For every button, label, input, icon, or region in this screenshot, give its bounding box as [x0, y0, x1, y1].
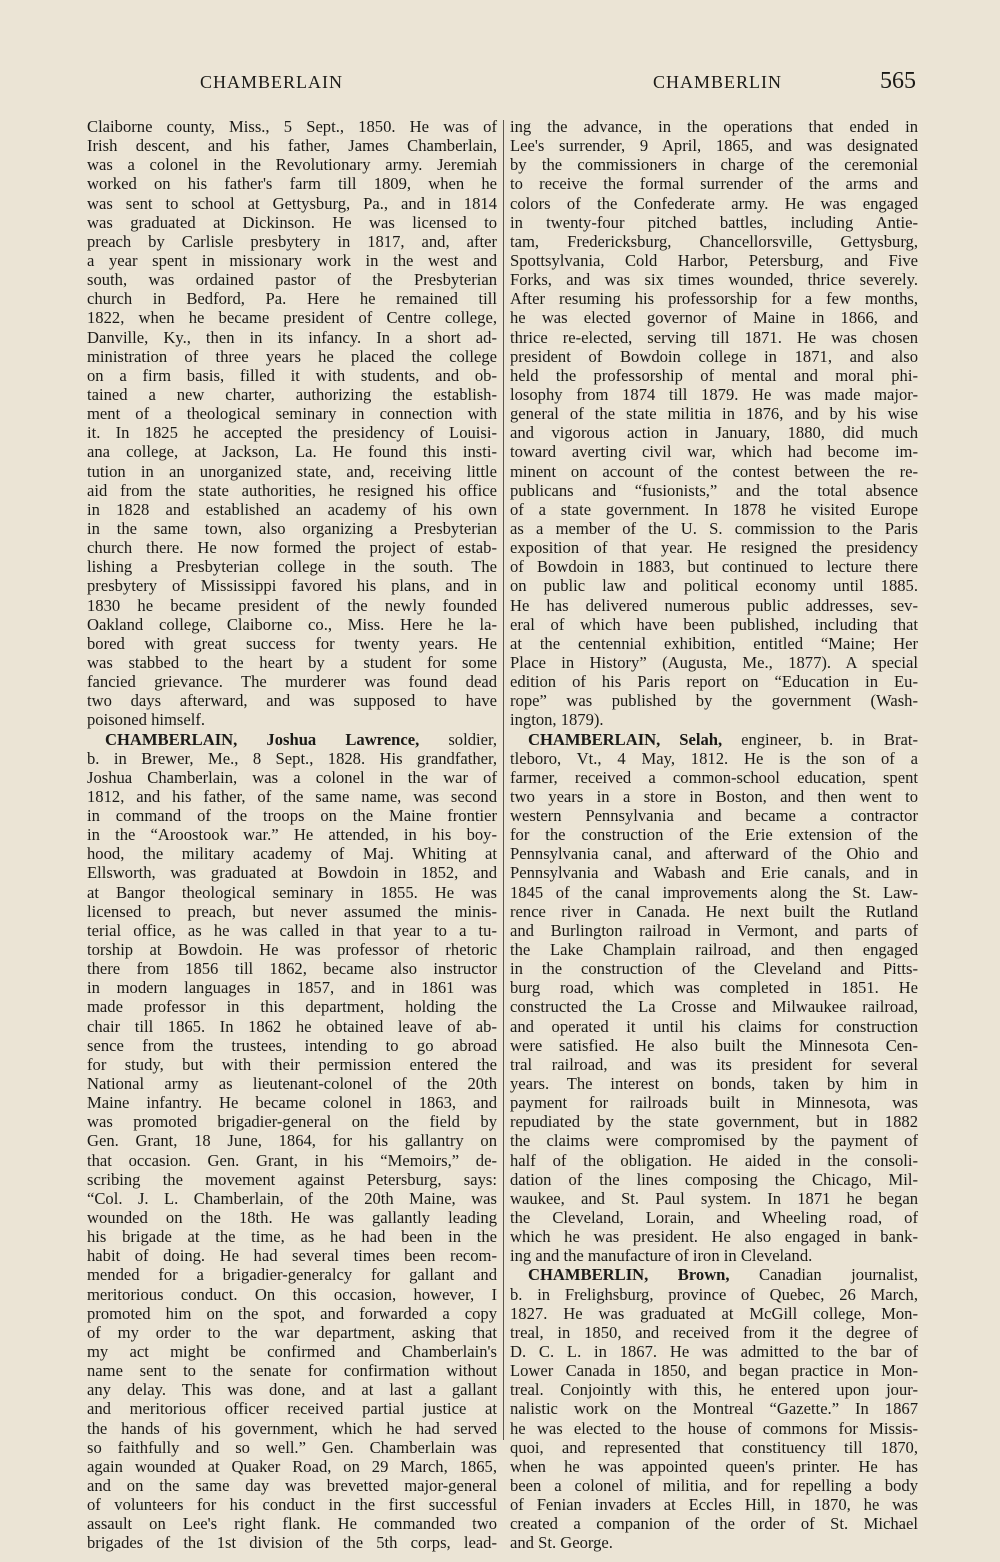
text-line: tral railroad, and was its president for several [510, 1054, 918, 1074]
text-line: in twenty-four pitched battles, including Antie- [510, 212, 918, 232]
text-line: in 1828 and established an academy of his own [87, 499, 497, 519]
text-line: were satisfied. He also built the Minnesota Cen- [510, 1035, 918, 1055]
text-line: nalistic work on the Montreal “Gazette.” In 1867 [510, 1399, 918, 1419]
text-line: meritorious conduct. On this occasion, however, I [87, 1284, 497, 1304]
text-line: there from 1856 till 1862, became also instructor [87, 959, 497, 979]
entry-headword: CHAMBERLIN, Brown, [528, 1265, 730, 1285]
entry-text: engineer, b. in Brat- [722, 729, 919, 749]
text-line: for the construction of the Erie extension of the [510, 825, 918, 845]
text-line: D. C. L. in 1867. He was admitted to the bar of [510, 1342, 918, 1361]
text-line: in command of the troops on the Maine frontier [87, 806, 497, 826]
text-line: the Lake Champlain railroad, and then engaged [510, 940, 918, 960]
text-line: tained a new charter, authorizing the establish- [87, 384, 497, 404]
text-line: burg road, which was completed in 1851. He [510, 978, 918, 998]
text-line: years. The interest on bonds, taken by him in [510, 1074, 918, 1094]
text-line: so faithfully and so well.” Gen. Chamberlain was [87, 1437, 497, 1457]
text-line: aid from the state authorities, he resigned his office [87, 480, 497, 500]
text-line: presbytery of Mississippi favored his plans, and in [87, 576, 497, 596]
text-line: Ellsworth, was graduated at Bowdoin in 1852, and [87, 863, 497, 883]
text-line: Lower Canada in 1850, and began practice in Mon- [510, 1361, 918, 1381]
text-line: edition of his Paris report on “Education in Eu- [510, 672, 918, 692]
text-line: my act might be confirmed and Chamberlain's [87, 1342, 497, 1361]
text-line: for study, but with their permission entered the [87, 1054, 497, 1074]
text-line: at the centennial exhibition, entitled “Maine; Her [510, 633, 918, 653]
text-line: Oakland college, Claiborne co., Miss. Here he la- [87, 614, 497, 634]
text-line: sence from the trustees, intending to go abroad [87, 1035, 497, 1055]
text-line: two days afterward, and was supposed to have [87, 691, 497, 711]
running-head-right: CHAMBERLIN [653, 72, 783, 92]
text-line: and meritorious officer received partial justice at [87, 1399, 497, 1419]
text-line: Place in History” (Augusta, Me., 1877). A special [510, 652, 918, 672]
text-line: colors of the Confederate army. He was engaged [510, 193, 918, 213]
text-line: licensed to preach, but never assumed the minis- [87, 901, 497, 921]
text-line: name sent to the senate for confirmation without [87, 1361, 497, 1381]
text-line: tleboro, Vt., 4 May, 1812. He is the son of a [510, 748, 918, 768]
text-line: which he was president. He also engaged in bank- [510, 1227, 918, 1247]
text-line: lishing a Presbyterian college in the south. The [87, 557, 497, 577]
text-line: a year spent in missionary work in the west and [87, 250, 497, 270]
text-line: on a firm basis, filled it with students, and ob- [87, 365, 497, 385]
text-line: of my order to the war department, asking that [87, 1322, 497, 1342]
text-line: Pennsylvania and Wabash and Erie canals, and in [510, 863, 918, 883]
text-line: the hands of his government, which he had served [87, 1418, 497, 1438]
text-line: promoted him on the spot, and forwarded a copy [87, 1303, 497, 1323]
entry-headword: CHAMBERLAIN, Selah, [528, 729, 723, 749]
text-line: ing the advance, in the operations that ended in [510, 117, 918, 136]
text-line: and operated it until his claims for construction [510, 1016, 918, 1036]
text-line: created a companion of the order of St. Michael [510, 1514, 918, 1534]
left-column [87, 117, 497, 1553]
text-line: he was elected governor of Maine in 1866, and [510, 308, 918, 328]
text-line: of Bowdoin in 1883, but continued to lecture there [510, 557, 918, 577]
text-line: rope” was published by the government (Wash- [510, 691, 918, 711]
text-line: “Col. J. L. Chamberlain, of the 20th Maine, was [87, 1188, 497, 1208]
text-line: made professor in this department, holding the [87, 997, 497, 1017]
text-line: Pennsylvania canal, and afterward of the Ohio and [510, 844, 918, 864]
text-line: tution in an unorganized state, and, receiving little [87, 461, 497, 481]
text-line: ministration of three years he placed the college [87, 346, 497, 366]
text-line: by the commissioners in charge of the ceremonial [510, 155, 918, 175]
text-line: he was elected to the house of commons for Missis- [510, 1418, 918, 1438]
text-line: hood, the military academy of Maj. Whiting at [87, 844, 497, 864]
text-line: waukee, and St. Paul system. In 1871 he began [510, 1188, 918, 1208]
text-line: in the same town, also organizing a Presbyterian [87, 518, 497, 538]
text-line: fancied grievance. The murderer was found dead [87, 672, 497, 692]
text-line: on public law and political economy until 1885. [510, 576, 918, 596]
text-line: habit of doing. He had several times been recom- [87, 1246, 497, 1266]
text-line: payment for railroads built in Minnesota, was [510, 1093, 918, 1113]
text-line: of Fenian invaders at Eccles Hill, in 1870, he was [510, 1495, 918, 1515]
text-line: brigades of the 1st division of the 5th corps, lead- [87, 1533, 497, 1553]
text-line: chair till 1865. In 1862 he obtained leave of ab- [87, 1016, 497, 1036]
text-line: half of the obligation. He aided in the consoli- [510, 1150, 918, 1170]
text-line [510, 1265, 918, 1284]
text-line: was stabbed to the heart by a student for some [87, 652, 497, 672]
text-line: Claiborne county, Miss., 5 Sept., 1850. He was of [87, 117, 497, 136]
text-line: wounded on the 18th. He was gallantly leading [87, 1208, 497, 1228]
text-line [510, 730, 918, 749]
text-line: National army as lieutenant-colonel of the 20th [87, 1074, 497, 1094]
page-number: 565 [880, 68, 916, 94]
text-line: and on the same day was brevetted major-general [87, 1475, 497, 1495]
text-line: the claims were compromised by the payment of [510, 1131, 918, 1151]
text-line: it. In 1825 he accepted the presidency of Louisi- [87, 423, 497, 443]
text-line: thrice re-elected, serving till 1871. He was chosen [510, 327, 918, 347]
text-line: again wounded at Quaker Road, on 29 March, 1865, [87, 1456, 497, 1476]
text-line: been a colonel of militia, and for repelling a body [510, 1475, 918, 1495]
text-line: poisoned himself. [87, 710, 205, 730]
text-line: was sent to school at Gettysburg, Pa., and in 1814 [87, 193, 497, 213]
text-line: tam, Fredericksburg, Chancellorsville, Gettysburg, [510, 231, 918, 251]
text-line: ment of a theological seminary in connection with [87, 404, 497, 424]
text-line: to receive the formal surrender of the arms and [510, 174, 918, 194]
text-line: repudiated by the state government, but in 1882 [510, 1112, 918, 1132]
text-line: bored with great success for twenty years. He [87, 633, 497, 653]
text-line: that occasion. Gen. Grant, in his “Memoirs,” de- [87, 1150, 497, 1170]
text-line: his brigade at the time, as he had been in the [87, 1227, 497, 1247]
text-line: at Bangor theological seminary in 1855. He was [87, 882, 497, 902]
text-line: Joshua Chamberlain, was a colonel in the war of [87, 767, 497, 787]
text-line: in the construction of the Cleveland and Pitts- [510, 959, 918, 979]
text-line: toward averting civil war, which had become im- [510, 442, 918, 462]
text-line: treal, in 1850, and received from it the degree of [510, 1322, 918, 1342]
text-line: and vigorous action in January, 1880, did much [510, 423, 918, 443]
entry-text: soldier, [419, 729, 497, 749]
right-column [510, 117, 918, 1553]
text-line: Spottsylvania, Cold Harbor, Petersburg, and Five [510, 250, 918, 270]
text-line: western Pennsylvania and became a contractor [510, 806, 918, 826]
text-line: Gen. Grant, 18 June, 1864, for his gallantry on [87, 1131, 497, 1151]
text-line: worked on his father's farm till 1809, when he [87, 174, 497, 194]
text-line: losophy from 1874 till 1879. He was made major- [510, 384, 918, 404]
text-line: Irish descent, and his father, James Chamberlain, [87, 136, 497, 156]
text-line: 1845 of the canal improvements along the St. Law- [510, 882, 918, 902]
text-line: Maine infantry. He became colonel in 1863, and [87, 1093, 497, 1113]
column-divider [503, 120, 504, 1440]
text-line: in the “Aroostook war.” He attended, in his boy- [87, 825, 497, 845]
text-line: 1827. He was graduated at McGill college, Mon- [510, 1303, 918, 1323]
text-line: 1830 he became president of the newly founded [87, 595, 497, 615]
text-line: was graduated at Dickinson. He was licensed to [87, 212, 497, 232]
text-line: south, was ordained pastor of the Presbyterian [87, 270, 497, 290]
text-line: Danville, Ky., then in its infancy. In a short ad- [87, 327, 497, 347]
text-line: the Cleveland, Lorain, and Wheeling road, of [510, 1208, 918, 1228]
text-line: torship at Bowdoin. He was professor of rhetoric [87, 940, 497, 960]
text-line: and St. George. [510, 1533, 613, 1553]
running-head-left: CHAMBERLAIN [200, 72, 344, 92]
text-line: b. in Brewer, Me., 8 Sept., 1828. His grandfather, [87, 748, 497, 768]
text-line: Forks, and was six times wounded, thrice severely. [510, 270, 918, 290]
text-line: terial office, as he was called in that year to a tu- [87, 920, 497, 940]
text-line: mended for a brigadier-generalcy for gallant and [87, 1265, 497, 1285]
entry-text: Canadian journalist, [729, 1265, 918, 1285]
text-line: as a member of the U. S. commission to the Paris [510, 518, 918, 538]
text-line: publicans and “fusionists,” and the total absence [510, 480, 918, 500]
text-line: president of Bowdoin college in 1871, and also [510, 346, 918, 366]
text-line [87, 730, 497, 749]
text-line: any delay. This was done, and at last a gallant [87, 1380, 497, 1400]
text-line: held the professorship of mental and moral phi- [510, 365, 918, 385]
text-line: scribing the movement against Petersburg, says: [87, 1169, 497, 1189]
text-line: ing and the manufacture of iron in Cleveland. [510, 1246, 813, 1266]
text-line: 1822, when he became president of Centre college, [87, 308, 497, 328]
text-line: church there. He now formed the project of estab- [87, 538, 497, 558]
text-line: dation of the lines composing the Chicago, Mil- [510, 1169, 918, 1189]
text-line: was promoted brigadier-general on the field by [87, 1112, 497, 1132]
text-line: 1812, and his father, of the same name, was second [87, 786, 497, 806]
running-head [88, 68, 916, 102]
text-line: two years in a store in Boston, and then went to [510, 786, 918, 806]
text-line: He has delivered numerous public addresses, sev- [510, 595, 918, 615]
text-line: b. in Frelighsburg, province of Quebec, 26 March, [510, 1284, 918, 1304]
text-line: Lee's surrender, 9 April, 1865, and was designated [510, 136, 918, 156]
text-line: constructed the La Crosse and Milwaukee railroad, [510, 997, 918, 1017]
text-line: preach by Carlisle presbytery in 1817, and, after [87, 231, 497, 251]
text-line: when he was appointed queen's printer. He has [510, 1456, 918, 1476]
text-line: in modern languages in 1857, and in 1861 was [87, 978, 497, 998]
text-line: treal. Conjointly with this, he entered upon jour- [510, 1380, 918, 1400]
text-line: ana college, at Jackson, La. He found this insti- [87, 442, 497, 462]
text-line: general of the state militia in 1876, and by his wise [510, 404, 918, 424]
text-line: assault on Lee's right flank. He commanded two [87, 1514, 497, 1534]
text-line: eral of which have been published, including that [510, 614, 918, 634]
text-line: church in Bedford, Pa. Here he remained till [87, 289, 497, 309]
text-line: farmer, received a common-school education, spent [510, 767, 918, 787]
text-line: and Burlington railroad in Vermont, and parts of [510, 920, 918, 940]
entry-headword: CHAMBERLAIN, Joshua Lawrence, [105, 729, 420, 749]
text-line: exposition of that year. He resigned the presidency [510, 538, 918, 558]
text-line: After resuming his professorship for a few months, [510, 289, 918, 309]
text-line: of volunteers for his conduct in the first successful [87, 1495, 497, 1515]
text-line: quoi, and represented that constituency till 1870, [510, 1437, 918, 1457]
text-line: minent on account of the contest between the re- [510, 461, 918, 481]
text-line: of a state government. In 1878 he visited Europe [510, 499, 918, 519]
text-line: ington, 1879). [510, 710, 604, 730]
text-line: rence river in Canada. He next built the Rutland [510, 901, 918, 921]
text-line: was a colonel in the Revolutionary army. Jeremiah [87, 155, 497, 175]
